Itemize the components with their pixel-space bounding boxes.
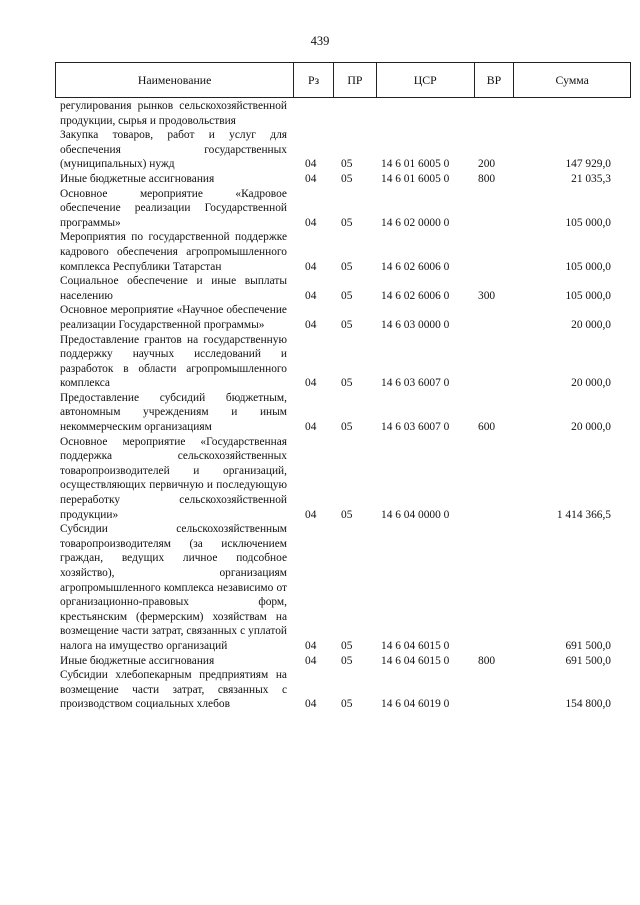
row-name: Иные бюджетные ассигнования bbox=[60, 172, 215, 185]
row-name: Основное мероприятие «Государственная поддержка сельскохозяйственных товаропроизводителей и организаций, осуществляющих первичную и последующую переработку сельскохозяйственной продукции» bbox=[60, 435, 287, 521]
column-header-name: Наименование bbox=[56, 63, 294, 97]
row-rz: 04 bbox=[305, 318, 317, 331]
row-rz: 04 bbox=[305, 289, 317, 302]
column-header-csr: ЦСР bbox=[377, 63, 475, 97]
row-sum: 147 929,0 bbox=[565, 158, 611, 171]
page-number: 439 bbox=[310, 34, 330, 48]
row-rz: 04 bbox=[305, 698, 317, 711]
row-csr: 14 6 02 6006 0 bbox=[381, 260, 450, 273]
row-pr: 05 bbox=[341, 289, 353, 302]
table-row bbox=[0, 128, 640, 172]
row-sum: 691 500,0 bbox=[565, 639, 611, 652]
row-name: Основное мероприятие «Научное обеспечение реализации Государственной программы» bbox=[60, 304, 287, 331]
table-row bbox=[0, 303, 640, 332]
row-sum: 154 800,0 bbox=[565, 698, 611, 711]
row-csr: 14 6 02 0000 0 bbox=[381, 216, 450, 229]
table-row bbox=[0, 187, 640, 231]
table-row bbox=[0, 654, 640, 669]
row-name: Иные бюджетные ассигнования bbox=[60, 654, 215, 667]
row-csr: 14 6 04 6015 0 bbox=[381, 639, 450, 652]
row-name: Закупка товаров, работ и услуг для обеспечения государственных (муниципальных) нужд bbox=[60, 129, 287, 171]
row-pr: 05 bbox=[341, 216, 353, 229]
table-row bbox=[0, 668, 640, 712]
table-row bbox=[0, 172, 640, 187]
table-row bbox=[0, 391, 640, 435]
row-rz: 04 bbox=[305, 508, 317, 521]
row-pr: 05 bbox=[341, 639, 353, 652]
row-sum: 20 000,0 bbox=[571, 318, 611, 331]
row-csr: 14 6 03 0000 0 bbox=[381, 318, 450, 331]
row-rz: 04 bbox=[305, 260, 317, 273]
row-pr: 05 bbox=[341, 698, 353, 711]
row-csr: 14 6 02 6006 0 bbox=[381, 289, 450, 302]
table-header bbox=[55, 62, 631, 98]
row-csr: 14 6 04 6019 0 bbox=[381, 698, 450, 711]
row-sum: 105 000,0 bbox=[565, 216, 611, 229]
row-sum: 105 000,0 bbox=[565, 289, 611, 302]
row-pr: 05 bbox=[341, 172, 353, 185]
row-sum: 21 035,3 bbox=[571, 172, 611, 185]
row-vr: 200 bbox=[478, 158, 496, 171]
column-header-sum: Сумма bbox=[555, 72, 589, 87]
row-name: Предоставление грантов на государственную поддержку научных исследований и разработок в области агропромышленного комплекса bbox=[60, 333, 287, 390]
column-header-pr: ПР bbox=[334, 63, 377, 97]
row-csr: 14 6 03 6007 0 bbox=[381, 377, 450, 390]
row-sum: 105 000,0 bbox=[565, 260, 611, 273]
row-rz: 04 bbox=[305, 216, 317, 229]
row-rz: 04 bbox=[305, 639, 317, 652]
row-vr: 600 bbox=[478, 421, 496, 434]
row-pr: 05 bbox=[341, 158, 353, 171]
table-row bbox=[0, 522, 640, 653]
row-rz: 04 bbox=[305, 654, 317, 667]
row-csr: 14 6 04 6015 0 bbox=[381, 654, 450, 667]
row-name: Субсидии сельскохозяйственным товаропроизводителям (за исключением граждан, ведущих личное подсобное хозяйство), организациям агропромышленного комплекса независимо от организационно-правовых форм, крестьянским (фермерским) хозяйствам на возмещение части затрат, связанных с уплатой налога на имущество организаций bbox=[60, 523, 287, 652]
row-vr: 300 bbox=[478, 289, 496, 302]
row-name: Социальное обеспечение и иные выплаты населению bbox=[60, 275, 287, 302]
row-name: регулирования рынков сельскохозяйственной продукции, сырья и продовольствия bbox=[60, 100, 287, 127]
row-name: Субсидии хлебопекарным предприятиям на возмещение части затрат, связанных с производством социальных хлебов bbox=[60, 669, 287, 711]
row-rz: 04 bbox=[305, 172, 317, 185]
row-pr: 05 bbox=[341, 421, 353, 434]
table-row bbox=[0, 333, 640, 391]
row-csr: 14 6 01 6005 0 bbox=[381, 172, 450, 185]
row-sum: 20 000,0 bbox=[571, 377, 611, 390]
row-pr: 05 bbox=[341, 318, 353, 331]
row-pr: 05 bbox=[341, 654, 353, 667]
table-row bbox=[0, 435, 640, 523]
row-sum: 1 414 366,5 bbox=[556, 508, 611, 521]
table-row bbox=[0, 99, 640, 128]
table-body bbox=[0, 99, 640, 712]
row-sum: 691 500,0 bbox=[565, 654, 611, 667]
row-vr: 800 bbox=[478, 172, 496, 185]
row-name: Предоставление субсидий бюджетным, автономным учреждениям и иным некоммерческим организациям bbox=[60, 391, 287, 434]
row-sum: 20 000,0 bbox=[571, 421, 611, 434]
row-csr: 14 6 03 6007 0 bbox=[381, 421, 450, 434]
row-name: Мероприятия по государственной поддержке кадрового обеспечения агропромышленного комплекса Республики Татарстан bbox=[60, 231, 287, 273]
row-rz: 04 bbox=[305, 377, 317, 390]
row-vr: 800 bbox=[478, 654, 496, 667]
row-name: Основное мероприятие «Кадровое обеспечение реализации Государственной программы» bbox=[60, 187, 287, 229]
row-rz: 04 bbox=[305, 421, 317, 434]
column-header-vr: ВР bbox=[475, 63, 515, 97]
row-rz: 04 bbox=[305, 158, 317, 171]
row-pr: 05 bbox=[341, 508, 353, 521]
row-pr: 05 bbox=[341, 260, 353, 273]
row-pr: 05 bbox=[341, 377, 353, 390]
table-row bbox=[0, 230, 640, 274]
row-csr: 14 6 01 6005 0 bbox=[381, 158, 450, 171]
column-header-rz: Рз bbox=[294, 63, 334, 97]
table-row bbox=[0, 274, 640, 303]
row-csr: 14 6 04 0000 0 bbox=[381, 508, 450, 521]
